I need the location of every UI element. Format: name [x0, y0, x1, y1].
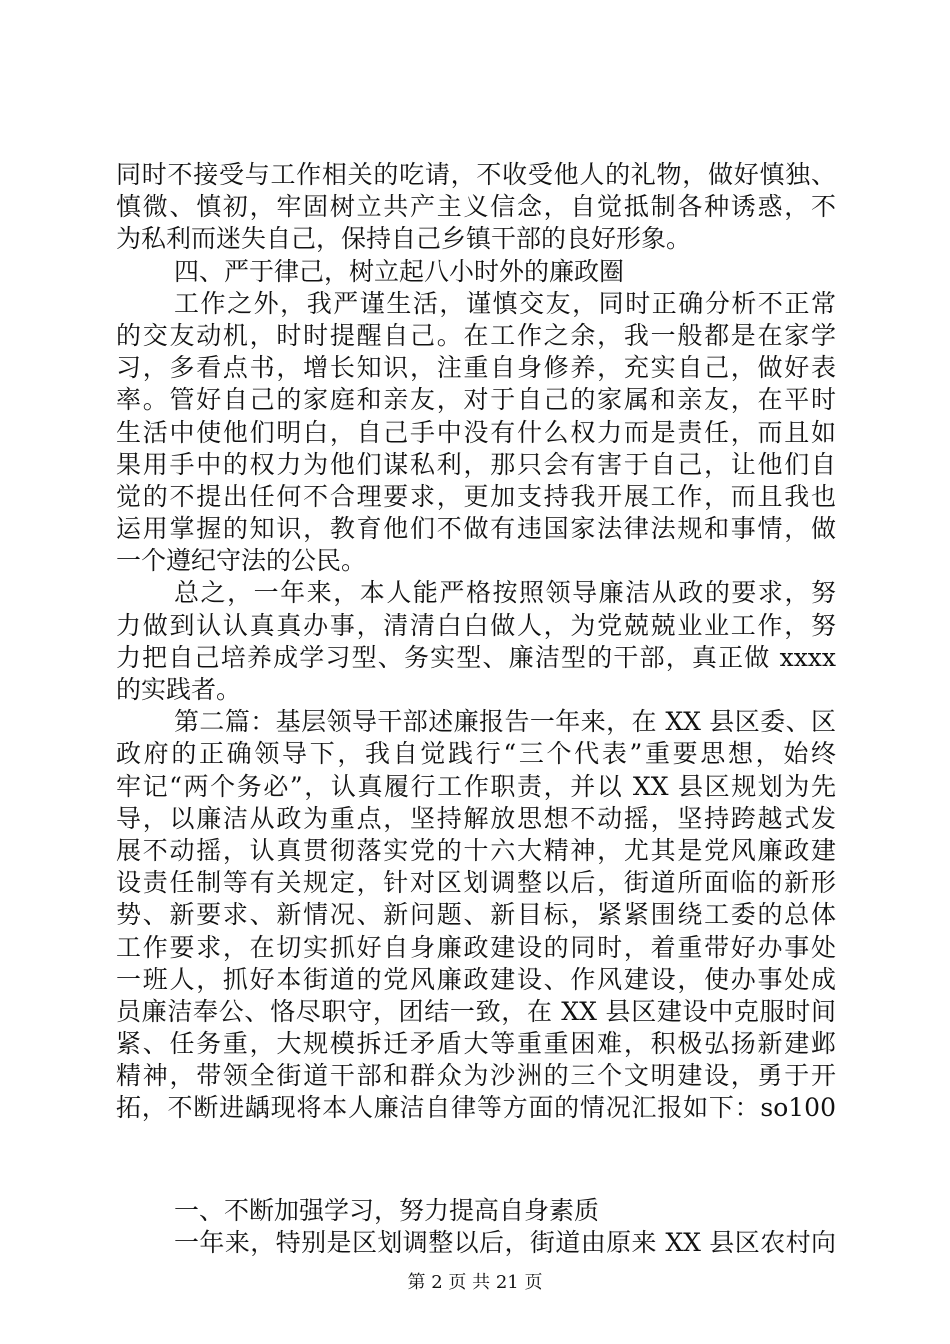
text-line: 一班人，抓好本街道的党风廉政建设、作风建设，使办事处成	[116, 964, 836, 994]
text-line: 第二篇：基层领导干部述廉报告一年来，在 XX 县区委、区	[174, 707, 836, 737]
text-line: 导，以廉洁从政为重点，坚持解放思想不动摇，坚持跨越式发	[116, 803, 836, 833]
text-line: 政府的正确领导下，我自觉践行“三个代表”重要思想，始终	[116, 739, 836, 769]
text-line: 设责任制等有关规定，针对区划调整以后，街道所面临的新形	[116, 868, 836, 898]
text-line: 牢记“两个务必”，认真履行工作职责，并以 XX 县区规划为先	[116, 771, 836, 801]
text-line: 生活中使他们明白，自己手中没有什么权力而是责任，而且如	[116, 417, 836, 447]
text-line: 的交友动机，时时提醒自己。在工作之余，我一般都是在家学	[116, 320, 836, 350]
text-line: 为私利而迷失自己，保持自己乡镇干部的良好形象。	[116, 224, 692, 254]
text-line: 工作要求，在切实抓好自身廉政建设的同时，着重带好办事处	[116, 932, 836, 962]
text-line: 拓，不断进龋现将本人廉洁自律等方面的情况汇报如下：so100	[116, 1093, 836, 1123]
text-line: 展不动摇，认真贯彻落实党的十六大精神，尤其是党风廉政建	[116, 835, 836, 865]
text-line: 力做到认认真真办事，清清白白做人，为党兢兢业业工作，努	[116, 610, 836, 640]
section-heading: 四、严于律己，树立起八小时外的廉政圈	[174, 256, 625, 286]
text-line: 觉的不提出任何不合理要求，更加支持我开展工作，而且我也	[116, 481, 836, 511]
body-text	[116, 159, 836, 1259]
text-line	[116, 1125, 836, 1157]
text-line: 一年来，特别是区划调整以后，街道由原来 XX 县区农村向	[174, 1228, 836, 1257]
text-line: 运用掌握的知识，教育他们不做有违国家法律法规和事情，做	[116, 514, 836, 544]
paragraph-gap	[116, 1157, 836, 1195]
text-line: 慎微、慎初，牢固树立共产主义信念，自觉抵制各种诱惑，不	[116, 192, 836, 222]
text-line: 势、新要求、新情况、新问题、新目标，紧紧围绕工委的总体	[116, 900, 836, 930]
text-line: 精神，带领全街道干部和群众为沙洲的三个文明建设，勇于开	[116, 1061, 836, 1091]
text-line: 一个遵纪守法的公民。	[116, 546, 367, 576]
text-line: 员廉洁奉公、恪尽职守，团结一致，在 XX 县区建设中克服时间	[116, 996, 836, 1026]
section-heading: 一、不断加强学习，努力提高自身素质	[174, 1195, 600, 1225]
text-line: 紧、任务重，大规模拆迁矛盾大等重重困难，积极弘扬新建邺	[116, 1029, 836, 1059]
text-line: 果用手中的权力为他们谋私利，那只会有害于自己，让他们自	[116, 449, 836, 479]
text-line: 总之，一年来，本人能严格按照领导廉洁从政的要求，努	[174, 578, 836, 608]
text-line: 率。管好自己的家庭和亲友，对于自己的家属和亲友，在平时	[116, 385, 836, 415]
text-line: 习，多看点书，增长知识，注重自身修养，充实自己，做好表	[116, 353, 836, 383]
page-footer: 第 2 页 共 21 页	[407, 1272, 543, 1293]
text-line: 力把自己培养成学习型、务实型、廉洁型的干部，真正做 xxxx	[116, 642, 836, 672]
text-line: 的实践者。	[116, 675, 242, 704]
text-line: 同时不接受与工作相关的吃请，不收受他人的礼物，做好慎独、	[116, 160, 836, 189]
text-line: 工作之外，我严谨生活，谨慎交友，同时正确分析不正常	[174, 288, 836, 318]
